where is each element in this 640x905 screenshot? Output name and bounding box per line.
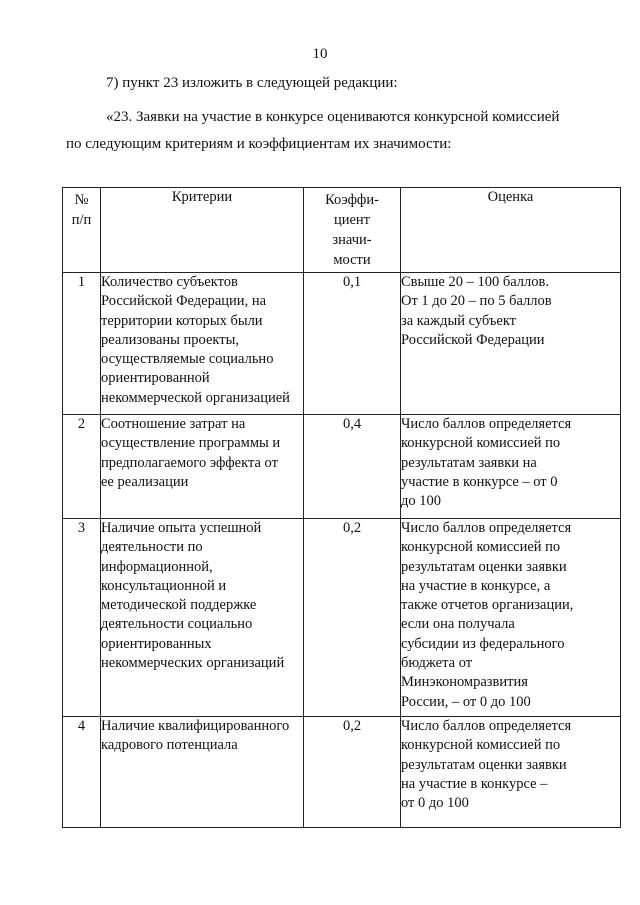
evaluation-line: Число баллов определяется xyxy=(401,520,572,536)
row-criteria xyxy=(101,717,304,828)
row-coefficient: 0,2 xyxy=(304,717,401,828)
row-number: 2 xyxy=(63,415,101,519)
evaluation-line: России, – от 0 до 100 xyxy=(401,693,531,710)
row-criteria xyxy=(101,273,304,415)
criteria-line: деятельности социально xyxy=(101,616,253,633)
criteria-line: Соотношение затрат на xyxy=(101,416,246,432)
evaluation-line: Свыше 20 – 100 баллов. xyxy=(401,274,549,290)
row-number: 3 xyxy=(63,519,101,717)
row-number: 1 xyxy=(63,273,101,415)
table-row xyxy=(63,415,621,519)
evaluation-line: конкурсной комиссией по xyxy=(401,539,561,556)
criteria-line: ориентированных xyxy=(101,635,212,652)
criteria-line: кадрового потенциала xyxy=(101,737,238,754)
criteria-line: Количество субъектов xyxy=(101,274,238,290)
header-evaluation: Оценка xyxy=(401,188,621,273)
header-coefficient xyxy=(304,188,401,273)
table-row xyxy=(63,717,621,828)
evaluation-line: результатам оценки заявки xyxy=(401,756,567,773)
evaluation-line: за каждый субъект xyxy=(401,312,517,329)
row-coefficient: 0,2 xyxy=(304,519,401,717)
evaluation-line: конкурсной комиссией по xyxy=(401,435,561,452)
evaluation-line: От 1 до 20 – по 5 баллов xyxy=(401,293,552,310)
criteria-line: Наличие квалифицированного xyxy=(101,718,290,734)
header-number-line: п/п xyxy=(71,212,92,228)
evaluation-line: Число баллов определяется xyxy=(401,416,572,432)
evaluation-line: Российской Федерации xyxy=(401,331,545,348)
criteria-line: Российской Федерации, на xyxy=(101,293,267,310)
criteria-line: информационной, xyxy=(101,558,213,575)
evaluation-line: Число баллов определяется xyxy=(401,718,572,734)
criteria-line: территории которых были xyxy=(101,312,263,329)
row-evaluation xyxy=(401,273,621,415)
criteria-line: ее реализации xyxy=(101,473,189,490)
criteria-line: реализованы проекты, xyxy=(101,331,239,348)
criteria-line: Наличие опыта успешной xyxy=(101,520,262,536)
row-criteria xyxy=(101,519,304,717)
criteria-line: консультационной и xyxy=(101,577,227,594)
header-number-line: № xyxy=(74,192,89,208)
page-number: 10 xyxy=(312,46,328,62)
criteria-line: осуществление программы и xyxy=(101,435,281,452)
evaluation-line: также отчетов организации, xyxy=(401,597,574,614)
clause-text-line-2: по следующим критериям и коэффициентам их значимости: xyxy=(66,136,452,152)
row-coefficient: 0,1 xyxy=(304,273,401,415)
table-row xyxy=(63,273,621,415)
row-evaluation xyxy=(401,519,621,717)
criteria-line: ориентированной xyxy=(101,370,210,387)
evaluation-line: результатам оценки заявки xyxy=(401,558,567,575)
evaluation-line: участие в конкурсе – от 0 xyxy=(401,473,558,490)
evaluation-line: Минэкономразвития xyxy=(401,674,528,691)
header-criteria: Критерии xyxy=(101,188,304,273)
evaluation-line: субсидии из федерального xyxy=(401,635,565,652)
amendment-intro: 7) пункт 23 изложить в следующей редакции: xyxy=(106,75,398,91)
row-number: 4 xyxy=(63,717,101,828)
criteria-line: методической поддержке xyxy=(101,597,257,614)
header-coefficient-line: значи- xyxy=(332,232,372,248)
evaluation-line: бюджета от xyxy=(401,655,473,672)
evaluation-line: на участие в конкурсе – xyxy=(401,775,548,792)
criteria-line: некоммерческих организаций xyxy=(101,655,285,672)
criteria-line: осуществляемые социально xyxy=(101,351,274,368)
row-evaluation xyxy=(401,415,621,519)
clause-text-line-1: «23. Заявки на участие в конкурсе оцениваются конкурсной комиссией xyxy=(106,109,560,125)
table-row xyxy=(63,519,621,717)
criteria-line: предполагаемого эффекта от xyxy=(101,454,278,471)
header-number xyxy=(63,188,101,273)
header-coefficient-line: циент xyxy=(333,212,371,228)
row-coefficient: 0,4 xyxy=(304,415,401,519)
row-evaluation xyxy=(401,717,621,828)
criteria-table xyxy=(62,187,621,828)
evaluation-line: если она получала xyxy=(401,616,515,633)
header-coefficient-line: Коэффи- xyxy=(325,192,379,208)
criteria-line: деятельности по xyxy=(101,539,203,556)
header-coefficient-line: мости xyxy=(333,252,371,268)
evaluation-line: от 0 до 100 xyxy=(401,795,469,812)
evaluation-line: на участие в конкурсе, а xyxy=(401,577,551,594)
table-header-row xyxy=(63,188,621,273)
row-criteria xyxy=(101,415,304,519)
evaluation-line: конкурсной комиссией по xyxy=(401,737,561,754)
evaluation-line: результатам заявки на xyxy=(401,454,537,471)
criteria-line: некоммерческой организацией xyxy=(101,389,290,406)
evaluation-line: до 100 xyxy=(401,493,442,510)
